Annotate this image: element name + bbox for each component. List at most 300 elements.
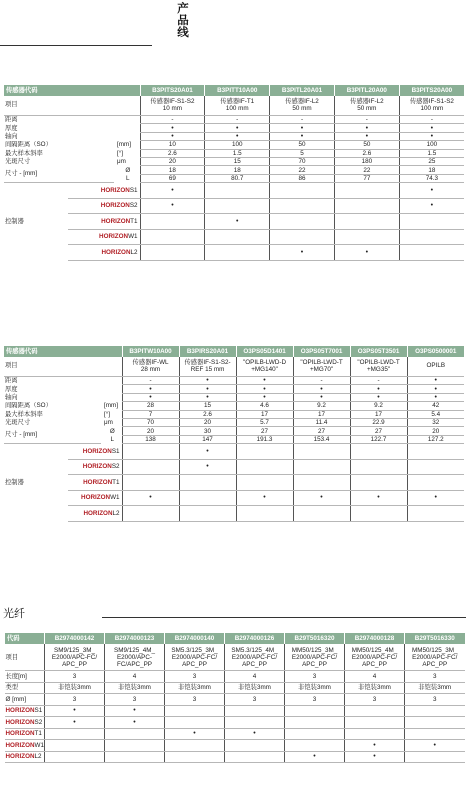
table-cell [179, 475, 236, 491]
table-row [4, 418, 464, 426]
column-header: B3PITL20A00 [334, 85, 399, 96]
cell-value: 9.2 [317, 402, 326, 410]
table-cell [205, 229, 270, 245]
cell-value: 100 [426, 141, 438, 149]
column-header: B3PITT10A00 [205, 85, 270, 96]
table-cell [179, 506, 236, 522]
item-line: E2000/APC-FC/ [171, 653, 218, 661]
table-cell [405, 751, 465, 763]
item-cell [105, 644, 165, 671]
cell-value: 50 [298, 141, 306, 149]
table-cell [45, 682, 105, 694]
table-cell [407, 377, 464, 385]
cell-value: 50 [363, 141, 371, 149]
item-line: 100 mm [420, 104, 444, 112]
cell-value: 9.2 [374, 402, 383, 410]
cell-value: • [430, 202, 434, 210]
table-row [4, 132, 464, 140]
controller-row [4, 490, 464, 506]
table-cell [122, 459, 179, 475]
cell-value: 32 [432, 419, 440, 427]
table-cell [236, 385, 293, 393]
cell-value: 非铠装3mm [418, 684, 452, 692]
table-cell [45, 728, 105, 740]
cell-value: - [320, 377, 323, 385]
table-cell [122, 490, 179, 506]
cell-value: 77 [363, 174, 371, 182]
table-cell [270, 198, 335, 214]
table-cell [293, 444, 350, 460]
table-cell [140, 166, 205, 174]
controller-row [4, 183, 464, 199]
controller-prefix: HORIZON [83, 509, 113, 517]
table-cell [285, 705, 345, 717]
table-cell [334, 141, 399, 149]
table-cell [334, 183, 399, 199]
cell-value: - [300, 116, 304, 124]
column-header: O3PS05D1401 [236, 346, 293, 357]
table-row [4, 427, 464, 435]
table-cell [285, 717, 345, 729]
item-line: E2000/APC-FC/ [291, 653, 338, 661]
cell-value: 74.3 [425, 174, 438, 182]
item-cell [225, 644, 285, 671]
cell-value: 5.7 [260, 419, 269, 427]
table-cell [122, 506, 179, 522]
cell-value: 5.4 [431, 410, 441, 418]
table-cell [285, 694, 345, 706]
cell-value: 3 [312, 672, 317, 680]
table-cell [407, 444, 464, 460]
page-title-char: 品 [177, 15, 189, 27]
cell-value: • [73, 718, 76, 726]
item-line: "OPILB-LWD-T [357, 358, 400, 366]
cell-value: - [365, 116, 368, 124]
table-cell [293, 427, 350, 435]
controller-row [4, 459, 464, 475]
table-cell [399, 214, 464, 230]
column-header: B3PIRS20A01 [179, 346, 236, 357]
table-cell [407, 435, 464, 443]
controller-name [68, 506, 122, 522]
table-cell [270, 124, 335, 132]
table-row [4, 385, 464, 393]
cell-value: • [320, 393, 323, 401]
cell-value: • [206, 447, 209, 455]
item-line: APC_PP [242, 660, 267, 668]
controller-row [4, 214, 464, 230]
row-unit [101, 393, 122, 401]
table-cell [285, 728, 345, 740]
table-cell [350, 393, 407, 401]
cell-value: • [193, 730, 196, 738]
item-line: MM50/125_3M_ [291, 646, 338, 654]
cell-value: • [206, 385, 209, 393]
table-cell [122, 444, 179, 460]
item-line: FC/APC_PP [117, 660, 152, 668]
table-cell [205, 245, 270, 261]
table-cell [399, 157, 464, 165]
table-cell [122, 402, 179, 410]
item-line: SM5.3/125_4M_ [231, 646, 278, 654]
cell-value: • [373, 741, 376, 749]
row-label: 间隔距离（SO） [5, 141, 52, 149]
table-cell [407, 410, 464, 418]
section-divider [102, 617, 466, 618]
controller-row [5, 705, 465, 717]
cell-value: 非铠装3mm [178, 684, 211, 692]
cell-value: 2.6 [362, 149, 372, 157]
table-cell [293, 393, 350, 401]
table-cell [407, 459, 464, 475]
table-cell [350, 385, 407, 393]
table-cell [236, 475, 293, 491]
table-row [5, 682, 465, 694]
table-cell [270, 174, 335, 182]
table-cell [293, 435, 350, 443]
cell-value: • [430, 186, 434, 194]
row-unit: Ø [109, 427, 115, 435]
item-cell [122, 357, 179, 377]
cell-value: 22 [363, 166, 371, 174]
table-cell [140, 245, 205, 261]
item-line: 传感器IF-S1-S2 [409, 97, 454, 105]
controller-suffix: L2 [130, 248, 138, 256]
table-cell [105, 751, 165, 763]
row-label: 光斑尺寸 [5, 419, 31, 427]
item-cell [236, 357, 293, 377]
table-cell [105, 671, 165, 683]
cell-value: • [377, 385, 380, 393]
item-cell [405, 644, 465, 671]
table-cell [122, 475, 179, 491]
cell-value: 3 [372, 695, 377, 703]
row-label: 距离 [5, 377, 18, 385]
table-cell [205, 116, 270, 124]
cell-value: 5 [300, 149, 304, 157]
table-cell [293, 410, 350, 418]
table-cell [225, 694, 285, 706]
page-title-char: 线 [177, 27, 189, 39]
item-line: MM50/125_4M_ [351, 646, 398, 654]
cell-value: 17 [318, 410, 326, 418]
table-cell [225, 751, 285, 763]
controller-prefix: HORIZON [83, 478, 113, 486]
table-cell [350, 444, 407, 460]
table-cell [345, 705, 405, 717]
row-unit [114, 132, 140, 140]
cell-value: 11.4 [315, 419, 328, 427]
table-cell [334, 166, 399, 174]
table-cell [293, 385, 350, 393]
table-cell [293, 506, 350, 522]
controller-name [5, 717, 45, 729]
table-cell [293, 402, 350, 410]
cell-value: 70 [147, 419, 155, 427]
controller-prefix: HORIZON [99, 233, 129, 241]
cell-value: • [236, 124, 239, 132]
cell-value: • [300, 132, 304, 140]
table-cell [205, 132, 270, 140]
table-cell [140, 132, 205, 140]
table-cell [285, 671, 345, 683]
cell-value: • [320, 494, 323, 502]
table-cell [285, 751, 345, 763]
cell-value: 138 [145, 435, 156, 443]
cell-value: 20 [168, 158, 176, 166]
table-row [4, 116, 464, 124]
table-row [4, 393, 464, 401]
item-line: 传感器IF-L2 [350, 97, 384, 105]
table-row [4, 149, 464, 157]
cell-value: 86 [298, 174, 306, 182]
table-cell [350, 410, 407, 418]
table-cell [399, 132, 464, 140]
cell-value: 147 [202, 435, 213, 443]
item-line: 传感器IF-S1-S2 [150, 97, 195, 105]
item-line: APC_PP [182, 660, 207, 668]
table-cell [236, 506, 293, 522]
table-row [4, 96, 464, 116]
item-cell [285, 644, 345, 671]
cell-value: • [171, 124, 174, 132]
table-cell [399, 229, 464, 245]
cell-value: 20 [432, 427, 440, 435]
row-label: 最大样本斜率 [5, 149, 43, 157]
cell-value: 20 [204, 419, 212, 427]
item-line: E2000/APC-FC/ [351, 653, 398, 661]
item-line: 传感器IF-L2 [285, 97, 319, 105]
table-cell [345, 728, 405, 740]
cell-value: • [300, 124, 304, 132]
table-cell [405, 705, 465, 717]
item-cell [45, 644, 105, 671]
section-title-fiber: 光纤 [3, 608, 25, 620]
table-cell [407, 385, 464, 393]
table-cell [270, 229, 335, 245]
table-cell [405, 717, 465, 729]
column-header: B3PITS20A01 [140, 85, 205, 96]
cell-value: 17 [375, 410, 383, 418]
controller-suffix: T1 [34, 730, 42, 738]
table-row [4, 410, 464, 418]
cell-value: 30 [204, 427, 212, 435]
cell-value: 非铠装3mm [238, 684, 271, 692]
table-cell [405, 682, 465, 694]
controller-suffix: S1 [129, 186, 138, 194]
table-cell [122, 410, 179, 418]
table-cell [405, 671, 465, 683]
item-cell [270, 96, 335, 116]
table-cell [399, 149, 464, 157]
item-cell [350, 357, 407, 377]
table-cell [165, 751, 225, 763]
table-header-row [5, 633, 465, 644]
cell-value: 2.6 [168, 149, 177, 157]
table-row [4, 357, 464, 377]
table-cell [140, 198, 205, 214]
table-cell [236, 402, 293, 410]
table-cell [293, 459, 350, 475]
table-cell [165, 705, 225, 717]
row-unit [101, 385, 122, 393]
header-label: 传感器代码 [4, 346, 122, 357]
cell-value: 122.7 [370, 435, 387, 443]
table-cell [179, 402, 236, 410]
cell-value: 3 [192, 672, 197, 680]
table-cell [225, 740, 285, 752]
cell-value: 153.4 [313, 435, 330, 443]
table-cell [270, 141, 335, 149]
table-cell [270, 166, 335, 174]
controller-suffix: T1 [112, 478, 120, 486]
item-line: SM9/125_3M_ [54, 646, 95, 654]
row-label: 类型 [5, 682, 45, 694]
cell-value: • [171, 132, 174, 140]
column-header: O3PS05T7001 [293, 346, 350, 357]
cell-value: • [133, 707, 136, 715]
controller-row [4, 444, 464, 460]
cell-value: • [263, 494, 266, 502]
item-cell [205, 96, 270, 116]
controller-name [5, 751, 45, 763]
cell-value: • [300, 248, 304, 256]
table-cell [45, 694, 105, 706]
cell-value: • [133, 718, 136, 726]
row-label: 距离 [5, 116, 18, 124]
cell-value: • [365, 248, 369, 256]
table-cell [407, 475, 464, 491]
table-cell [105, 728, 165, 740]
cell-value: • [320, 385, 323, 393]
item-line: 10 mm [162, 104, 183, 112]
item-line: 传感器IF-T1 [220, 97, 255, 105]
cell-value: 3 [312, 695, 317, 703]
table-cell [334, 214, 399, 230]
item-line: 100 mm [225, 104, 249, 112]
controller-row [5, 740, 465, 752]
row-label: 尺寸 - [mm] [4, 427, 101, 444]
item-cell [399, 96, 464, 116]
controller-name [68, 214, 140, 230]
cell-value: 100 [231, 141, 243, 149]
cell-value: 42 [432, 402, 440, 410]
cell-value: 3 [252, 695, 257, 703]
cell-value: • [149, 494, 152, 502]
table-cell [350, 490, 407, 506]
table-cell [122, 377, 179, 385]
item-line: SM5.3/125_3M_ [171, 646, 218, 654]
cell-value: • [377, 393, 380, 401]
table-cell [270, 214, 335, 230]
item-cell [179, 357, 236, 377]
table-cell [345, 682, 405, 694]
cell-value: • [206, 463, 209, 471]
cell-value: • [373, 753, 376, 761]
row-label: 项目 [4, 357, 122, 377]
controller-suffix: L2 [112, 509, 120, 517]
cell-value: - [236, 116, 239, 124]
table-cell [140, 124, 205, 132]
controller-row [4, 245, 464, 261]
table-header-row [4, 85, 464, 96]
row-label: 最大样本斜率 [5, 410, 43, 418]
cell-value: 18 [428, 166, 436, 174]
table-cell [350, 435, 407, 443]
row-unit: μm [117, 158, 126, 166]
controller-suffix: L2 [34, 753, 42, 761]
column-header: B3PITL20A01 [270, 85, 335, 96]
controller-row [5, 728, 465, 740]
controller-name [68, 229, 140, 245]
table-cell [350, 427, 407, 435]
table-row [4, 166, 464, 174]
controller-prefix: HORIZON [101, 248, 131, 256]
item-cell [407, 357, 464, 377]
table-cell [334, 198, 399, 214]
controller-name [5, 728, 45, 740]
column-header: B2974000140 [165, 633, 225, 644]
row-label: 厚度 [5, 385, 18, 393]
table-cell [334, 157, 399, 165]
item-cell [165, 644, 225, 671]
cell-value: 27 [318, 427, 326, 435]
table-cell [179, 459, 236, 475]
cell-value: 3 [432, 672, 437, 680]
cell-value: 70 [298, 158, 306, 166]
table-row [5, 694, 465, 706]
cell-value: • [377, 494, 380, 502]
table-cell [399, 198, 464, 214]
table-cell [140, 229, 205, 245]
table-cell [205, 149, 270, 157]
table-cell [350, 377, 407, 385]
controller-prefix: HORIZON [5, 753, 35, 761]
controller-suffix: W1 [128, 233, 138, 241]
column-header: B2974000142 [45, 633, 105, 644]
table-cell [293, 418, 350, 426]
item-line: APC_PP [362, 660, 387, 668]
column-header: B3PITW10A00 [122, 346, 179, 357]
controller-name [5, 740, 45, 752]
cell-value: 17 [261, 410, 269, 418]
cell-value: • [433, 741, 436, 749]
cell-value: • [171, 186, 174, 194]
table-cell [407, 393, 464, 401]
item-line: 传感器IF-S1-S2- [184, 358, 231, 366]
table-cell [225, 671, 285, 683]
cell-value: 27 [261, 427, 269, 435]
table-cell [407, 427, 464, 435]
cell-value: • [430, 124, 434, 132]
table-cell [399, 116, 464, 124]
controller-name [68, 444, 122, 460]
table-cell [345, 751, 405, 763]
table-cell [270, 132, 335, 140]
table-cell [399, 141, 464, 149]
cell-value: • [253, 730, 256, 738]
table-cell [270, 149, 335, 157]
table-header-row [4, 346, 464, 357]
table-cell [350, 459, 407, 475]
item-line: 28 mm [140, 365, 161, 373]
controller-prefix: HORIZON [101, 217, 131, 225]
item-line: E2000/APC- [116, 653, 152, 661]
cell-value: 127.2 [427, 435, 444, 443]
controller-name [68, 490, 122, 506]
table-cell [165, 694, 225, 706]
column-header: B2974000123 [105, 633, 165, 644]
